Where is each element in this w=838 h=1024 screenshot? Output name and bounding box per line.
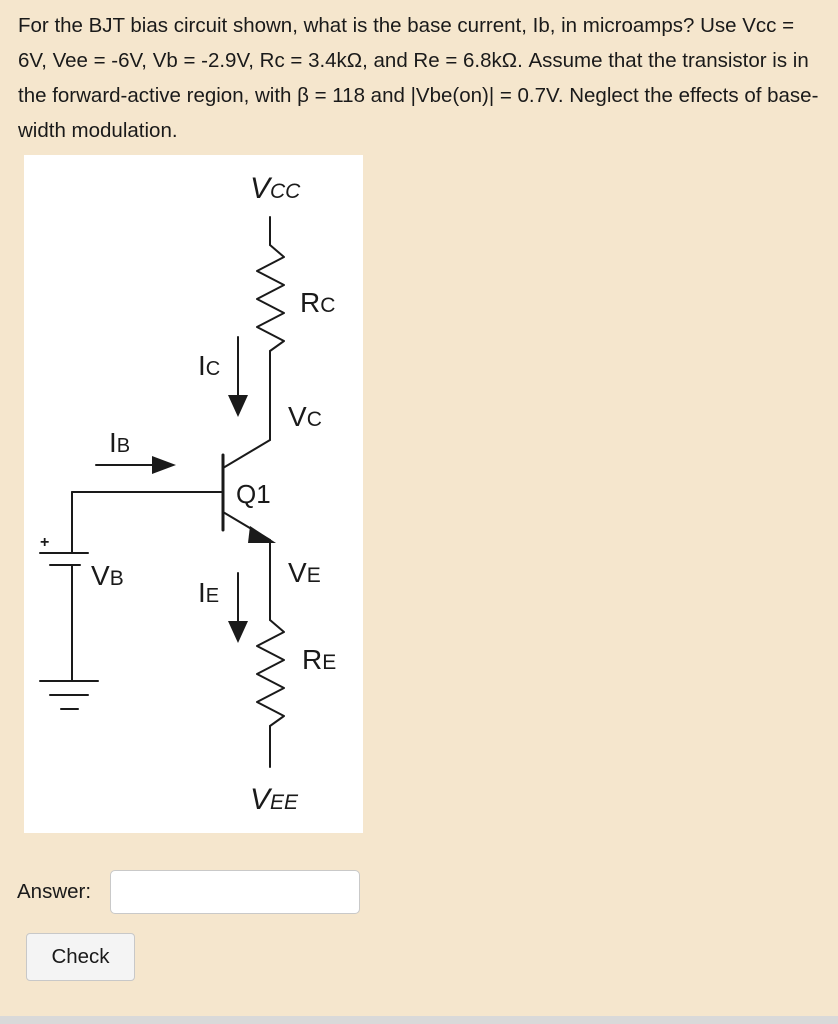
ib-arrow-head: [152, 456, 176, 474]
battery-plus: +: [40, 534, 50, 551]
re-label: RE: [302, 644, 337, 675]
vcc-label: VCC: [250, 172, 301, 205]
ic-arrow-head: [228, 395, 248, 417]
ve-label: VE: [288, 557, 321, 588]
q1-label: Q1: [236, 479, 271, 509]
check-button[interactable]: Check: [26, 933, 135, 981]
ie-label: IE: [198, 577, 220, 608]
re-resistor: [257, 620, 284, 726]
collector-lead: [223, 440, 270, 468]
rc-resistor: [257, 245, 284, 351]
question-text: For the BJT bias circuit shown, what is the base current, Ib, in microamps? Use Vcc = 6V, Vee = -6V, Vb = -2.9V, Rc = 3.4kΩ, and Re = 6.8kΩ. Assume that the transistor is in the forward-active region, with β = 118 and |Vbe(on)| = 0.7V. Neglect the effects of base-width modulation.: [18, 14, 819, 142]
ic-label: IC: [198, 350, 221, 381]
answer-label: Answer:: [17, 880, 92, 903]
bottom-scrollbar: [0, 1016, 838, 1024]
ie-arrow-head: [228, 621, 248, 643]
vc-label: VC: [288, 401, 322, 432]
ib-label: IB: [109, 427, 131, 458]
circuit-diagram: [24, 155, 363, 833]
rc-label: RC: [300, 287, 336, 318]
vee-label: VEE: [250, 783, 299, 816]
emitter-arrow-head: [248, 526, 276, 543]
answer-input[interactable]: [110, 870, 360, 914]
vb-label: VB: [91, 560, 124, 591]
